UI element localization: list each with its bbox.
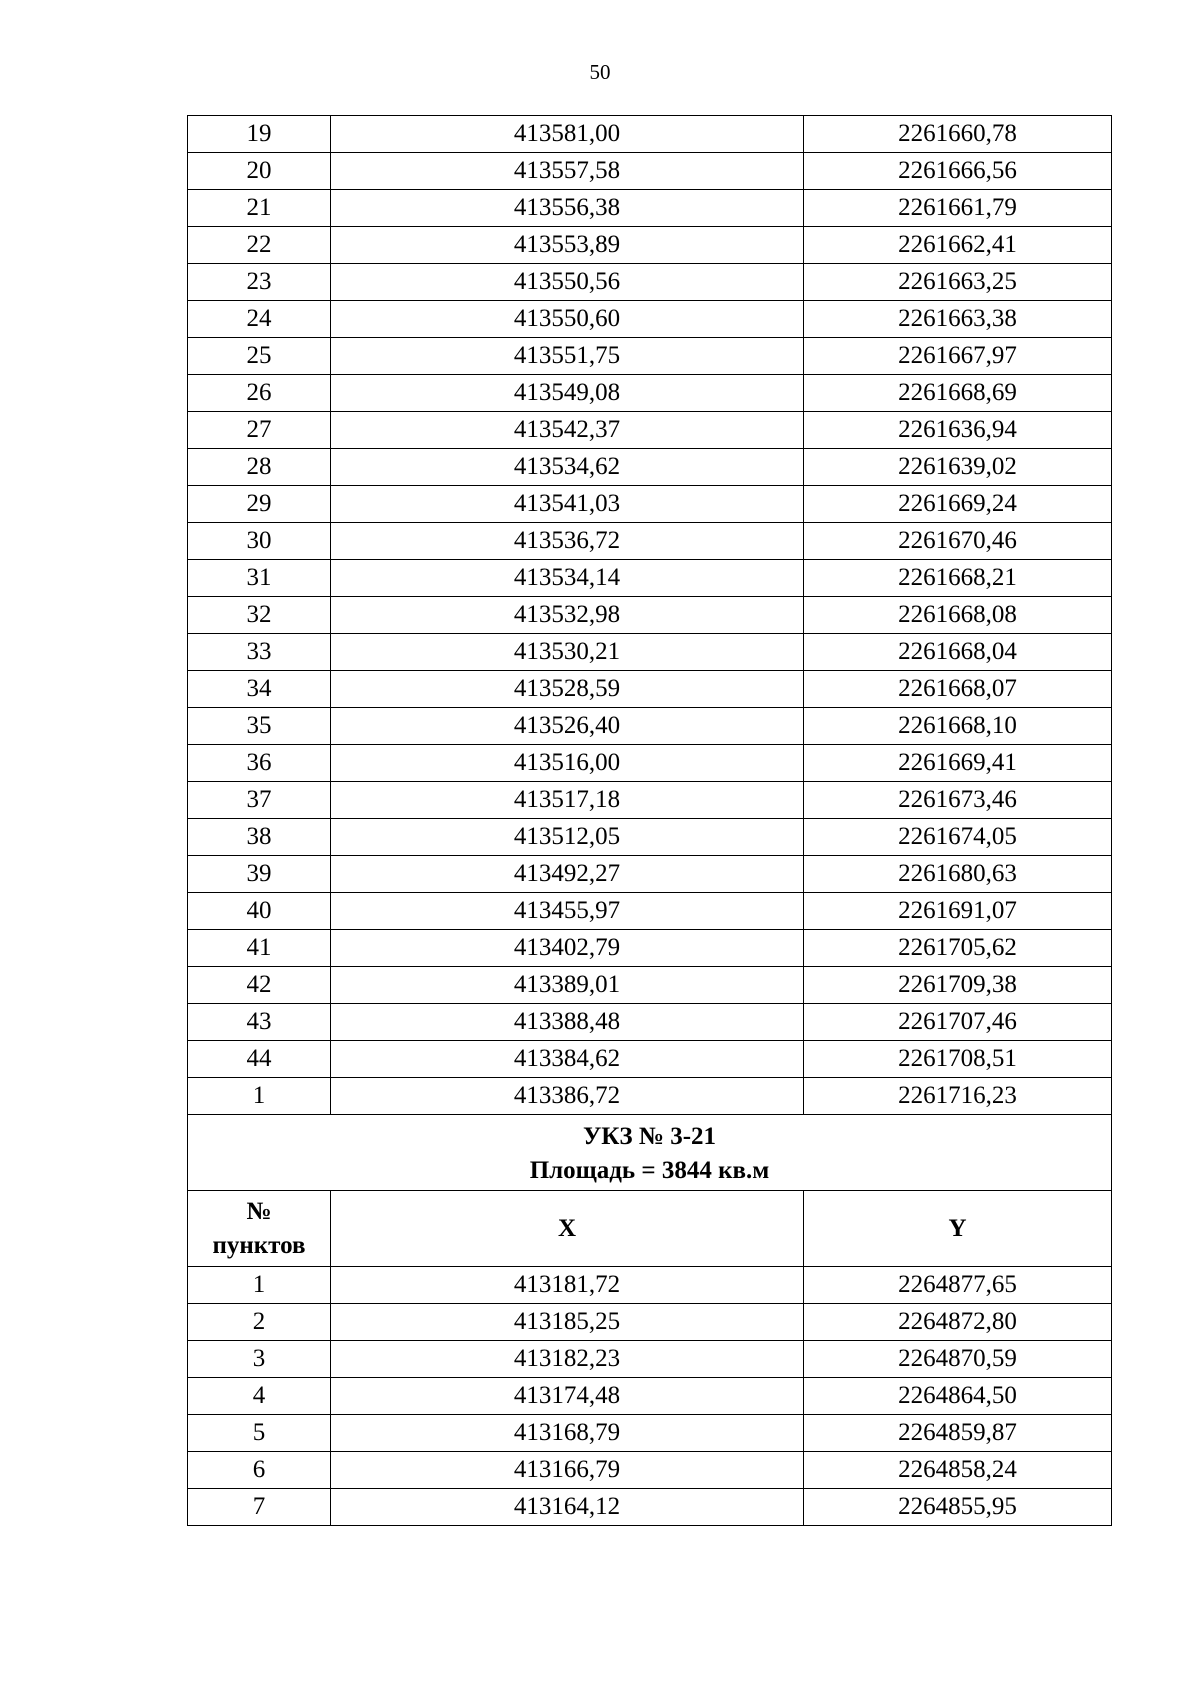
- y-coordinate-cell: 2261673,46: [804, 782, 1112, 819]
- point-number-cell: 29: [188, 486, 331, 523]
- point-number-cell: 40: [188, 893, 331, 930]
- x-coordinate-cell: 413549,08: [331, 375, 804, 412]
- y-coordinate-cell: 2261705,62: [804, 930, 1112, 967]
- point-number-cell: 24: [188, 301, 331, 338]
- y-coordinate-cell: 2261663,25: [804, 264, 1112, 301]
- y-coordinate-cell: 2261661,79: [804, 190, 1112, 227]
- x-coordinate-cell: 413557,58: [331, 153, 804, 190]
- table-row: [188, 153, 1112, 190]
- section-title: УКЗ № 3-21: [582, 1122, 717, 1150]
- table-row: [188, 1341, 1112, 1378]
- table-row: [188, 190, 1112, 227]
- point-number-cell: 43: [188, 1004, 331, 1041]
- x-coordinate-cell: 413536,72: [331, 523, 804, 560]
- y-coordinate-cell: 2264877,65: [804, 1267, 1112, 1304]
- x-coordinate-cell: 413164,12: [331, 1489, 804, 1526]
- x-coordinate-cell: 413528,59: [331, 671, 804, 708]
- point-number-cell: 41: [188, 930, 331, 967]
- point-number-cell: 5: [188, 1415, 331, 1452]
- table-row: [188, 1004, 1112, 1041]
- y-coordinate-cell: 2264872,80: [804, 1304, 1112, 1341]
- table-row: [188, 967, 1112, 1004]
- point-number-cell: 33: [188, 634, 331, 671]
- point-number-cell: 25: [188, 338, 331, 375]
- x-coordinate-cell: 413534,62: [331, 449, 804, 486]
- y-coordinate-cell: 2261666,56: [804, 153, 1112, 190]
- point-number-cell: 3: [188, 1341, 331, 1378]
- y-coordinate-cell: 2264859,87: [804, 1415, 1112, 1452]
- y-coordinate-cell: 2261709,38: [804, 967, 1112, 1004]
- point-number-cell: 1: [188, 1267, 331, 1304]
- x-coordinate-cell: 413542,37: [331, 412, 804, 449]
- table-row: [188, 486, 1112, 523]
- y-coordinate-cell: 2264870,59: [804, 1341, 1112, 1378]
- y-coordinate-cell: 2264858,24: [804, 1452, 1112, 1489]
- table-row: [188, 1378, 1112, 1415]
- y-coordinate-cell: 2261667,97: [804, 338, 1112, 375]
- x-coordinate-cell: 413550,56: [331, 264, 804, 301]
- y-coordinate-cell: 2261662,41: [804, 227, 1112, 264]
- table-row: [188, 116, 1112, 153]
- y-coordinate-cell: 2261691,07: [804, 893, 1112, 930]
- table-row: [188, 375, 1112, 412]
- point-number-cell: 39: [188, 856, 331, 893]
- y-coordinate-cell: 2261708,51: [804, 1041, 1112, 1078]
- x-coordinate-cell: 413166,79: [331, 1452, 804, 1489]
- coordinates-table-body: [188, 116, 1112, 1526]
- y-coordinate-cell: 2261668,08: [804, 597, 1112, 634]
- point-number-header-line2: пунктов: [212, 1231, 306, 1259]
- y-coordinate-cell: 2261660,78: [804, 116, 1112, 153]
- table-row: [188, 301, 1112, 338]
- x-coordinate-cell: 413516,00: [331, 745, 804, 782]
- x-coordinate-cell: 413185,25: [331, 1304, 804, 1341]
- point-number-cell: 1: [188, 1078, 331, 1115]
- point-number-cell: 28: [188, 449, 331, 486]
- y-coordinate-cell: 2264864,50: [804, 1378, 1112, 1415]
- point-number-cell: 44: [188, 1041, 331, 1078]
- point-number-cell: 2: [188, 1304, 331, 1341]
- page-number: 50: [589, 60, 611, 84]
- x-coordinate-header: X: [331, 1191, 804, 1267]
- point-number-cell: 27: [188, 412, 331, 449]
- point-number-cell: 4: [188, 1378, 331, 1415]
- section-heading-row: [188, 1115, 1112, 1191]
- point-number-cell: 19: [188, 116, 331, 153]
- point-number-header-line1: №: [246, 1197, 272, 1225]
- table-row: [188, 893, 1112, 930]
- table-row: [188, 338, 1112, 375]
- point-number-cell: 21: [188, 190, 331, 227]
- x-coordinate-cell: 413388,48: [331, 1004, 804, 1041]
- section-heading: [188, 1115, 1112, 1191]
- x-coordinate-cell: 413530,21: [331, 634, 804, 671]
- table-row: [188, 412, 1112, 449]
- y-coordinate-cell: 2261668,10: [804, 708, 1112, 745]
- point-number-cell: 42: [188, 967, 331, 1004]
- x-coordinate-cell: 413551,75: [331, 338, 804, 375]
- x-coordinate-cell: 413553,89: [331, 227, 804, 264]
- point-number-header: [188, 1191, 331, 1267]
- y-coordinate-header: Y: [804, 1191, 1112, 1267]
- table-row: [188, 819, 1112, 856]
- point-number-cell: 22: [188, 227, 331, 264]
- x-coordinate-cell: 413550,60: [331, 301, 804, 338]
- table-row: [188, 782, 1112, 819]
- x-coordinate-cell: 413581,00: [331, 116, 804, 153]
- x-coordinate-cell: 413534,14: [331, 560, 804, 597]
- x-coordinate-cell: 413532,98: [331, 597, 804, 634]
- x-coordinate-cell: 413455,97: [331, 893, 804, 930]
- point-number-cell: 31: [188, 560, 331, 597]
- table-row: [188, 1041, 1112, 1078]
- table-row: [188, 930, 1112, 967]
- table-row: [188, 227, 1112, 264]
- point-number-cell: 30: [188, 523, 331, 560]
- point-number-cell: 38: [188, 819, 331, 856]
- table-row: [188, 560, 1112, 597]
- y-coordinate-cell: 2261639,02: [804, 449, 1112, 486]
- x-coordinate-cell: 413181,72: [331, 1267, 804, 1304]
- y-coordinate-cell: 2261674,05: [804, 819, 1112, 856]
- column-header-row: [188, 1191, 1112, 1267]
- point-number-cell: 35: [188, 708, 331, 745]
- y-coordinate-cell: 2261668,21: [804, 560, 1112, 597]
- table-row: [188, 597, 1112, 634]
- y-coordinate-cell: 2261707,46: [804, 1004, 1112, 1041]
- y-coordinate-cell: 2261716,23: [804, 1078, 1112, 1115]
- table-row: [188, 634, 1112, 671]
- y-coordinate-cell: 2261668,07: [804, 671, 1112, 708]
- table-row: [188, 1304, 1112, 1341]
- table-row: [188, 1452, 1112, 1489]
- table-row: [188, 264, 1112, 301]
- table-row: [188, 449, 1112, 486]
- table-row: [188, 1267, 1112, 1304]
- coordinates-table: [187, 115, 1112, 1526]
- point-number-cell: 6: [188, 1452, 331, 1489]
- x-coordinate-cell: 413174,48: [331, 1378, 804, 1415]
- x-coordinate-cell: 413182,23: [331, 1341, 804, 1378]
- point-number-cell: 26: [188, 375, 331, 412]
- point-number-cell: 37: [188, 782, 331, 819]
- x-coordinate-cell: 413512,05: [331, 819, 804, 856]
- y-coordinate-cell: 2261668,69: [804, 375, 1112, 412]
- x-coordinate-cell: 413168,79: [331, 1415, 804, 1452]
- table-row: [188, 523, 1112, 560]
- table-row: [188, 856, 1112, 893]
- y-coordinate-cell: 2261668,04: [804, 634, 1112, 671]
- table-row: [188, 1078, 1112, 1115]
- table-row: [188, 1489, 1112, 1526]
- x-coordinate-cell: 413384,62: [331, 1041, 804, 1078]
- y-coordinate-cell: 2261669,41: [804, 745, 1112, 782]
- point-number-cell: 36: [188, 745, 331, 782]
- y-coordinate-cell: 2261669,24: [804, 486, 1112, 523]
- table-row: [188, 745, 1112, 782]
- x-coordinate-cell: 413517,18: [331, 782, 804, 819]
- point-number-cell: 34: [188, 671, 331, 708]
- y-coordinate-cell: 2264855,95: [804, 1489, 1112, 1526]
- table-row: [188, 708, 1112, 745]
- y-coordinate-cell: 2261670,46: [804, 523, 1112, 560]
- x-coordinate-cell: 413526,40: [331, 708, 804, 745]
- table-row: [188, 1415, 1112, 1452]
- point-number-cell: 32: [188, 597, 331, 634]
- section-area: Площадь = 3844 кв.м: [529, 1156, 770, 1184]
- x-coordinate-cell: 413402,79: [331, 930, 804, 967]
- x-coordinate-cell: 413386,72: [331, 1078, 804, 1115]
- point-number-cell: 7: [188, 1489, 331, 1526]
- point-number-cell: 23: [188, 264, 331, 301]
- x-coordinate-cell: 413541,03: [331, 486, 804, 523]
- y-coordinate-cell: 2261636,94: [804, 412, 1112, 449]
- y-coordinate-cell: 2261663,38: [804, 301, 1112, 338]
- x-coordinate-cell: 413389,01: [331, 967, 804, 1004]
- y-coordinate-cell: 2261680,63: [804, 856, 1112, 893]
- x-coordinate-cell: 413556,38: [331, 190, 804, 227]
- table-row: [188, 671, 1112, 708]
- x-coordinate-cell: 413492,27: [331, 856, 804, 893]
- point-number-cell: 20: [188, 153, 331, 190]
